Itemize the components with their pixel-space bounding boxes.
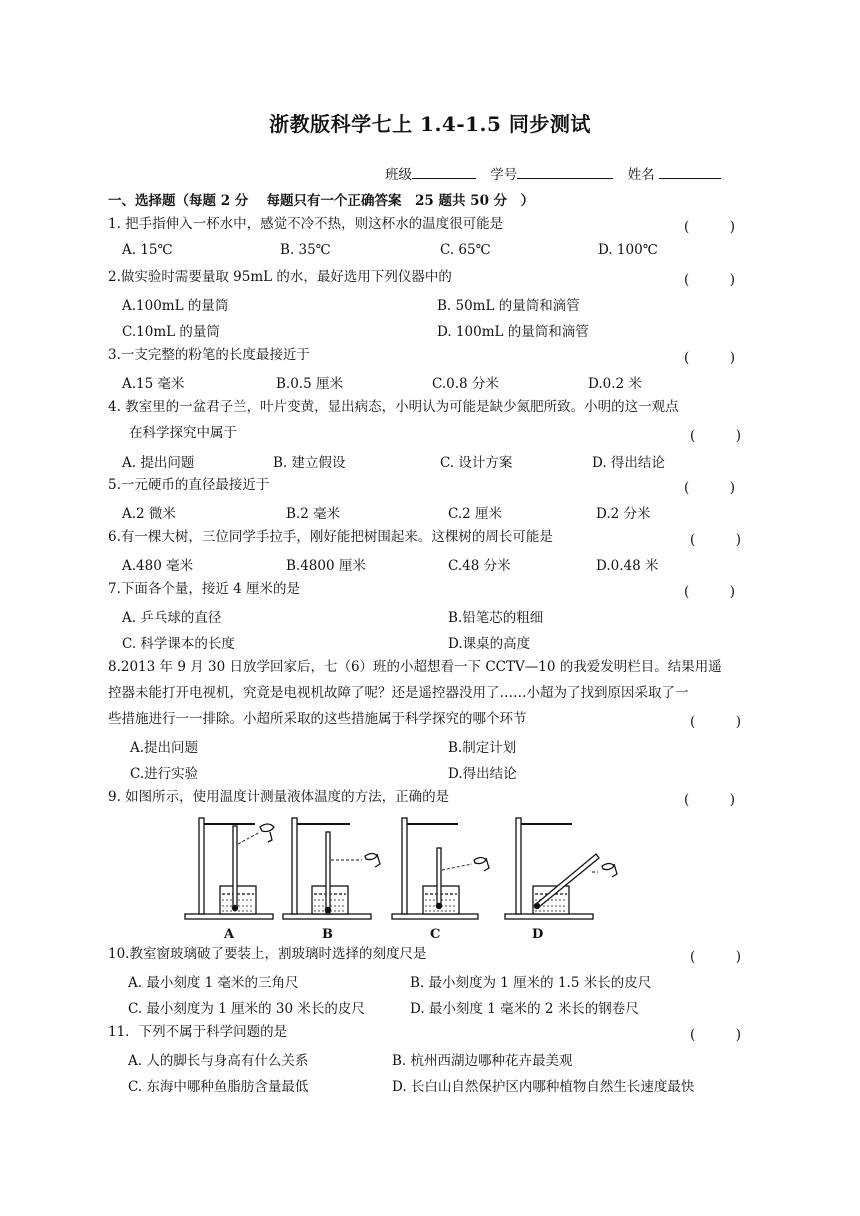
figure-label-b: B bbox=[322, 927, 333, 942]
q4-option-b: B. 建立假设 bbox=[273, 455, 346, 471]
q7-option-d: D.课桌的高度 bbox=[448, 636, 531, 652]
answer-paren-9[interactable]: ( ) bbox=[684, 792, 736, 808]
class-label: 班级 bbox=[385, 167, 412, 183]
q10-option-c: C. 最小刻度为 1 厘米的 30 米长的皮尺 bbox=[128, 1001, 365, 1017]
figure-c bbox=[392, 818, 489, 919]
q10-option-a: A. 最小刻度 1 毫米的三角尺 bbox=[128, 975, 299, 991]
figure-d bbox=[505, 818, 617, 919]
question-10-stem: 10.教室窗玻璃破了要装上，割玻璃时选择的刻度尺是 bbox=[108, 946, 427, 962]
answer-paren-10[interactable]: ( ) bbox=[690, 949, 742, 965]
question-8-stem-line-3: 些措施进行一一排除。小超所采取的这些措施属于科学探究的哪个环节 bbox=[108, 711, 527, 727]
q6-option-a: A.480 毫米 bbox=[122, 558, 194, 574]
figure-label-c: C bbox=[430, 927, 441, 942]
q1-option-d: D. 100℃ bbox=[598, 242, 658, 258]
q11-option-a: A. 人的脚长与身高有什么关系 bbox=[128, 1053, 309, 1069]
q11-option-b: B. 杭州西湖边哪种花卉最美观 bbox=[392, 1053, 573, 1069]
figure-b bbox=[283, 818, 380, 919]
q1-option-c: C. 65℃ bbox=[440, 242, 491, 258]
question-8-stem-line-1: 8.2013 年 9 月 30 日放学回家后，七（6）班的小超想看一下 CCTV—10 的我爱发明栏目。结果用遥 bbox=[108, 659, 722, 675]
id-blank[interactable] bbox=[517, 164, 613, 179]
q7-option-b: B.铅笔芯的粗细 bbox=[448, 610, 544, 626]
q2-option-c: C.10mL 的量筒 bbox=[122, 324, 220, 340]
question-3-stem: 3.一支完整的粉笔的长度最接近于 bbox=[108, 347, 310, 363]
answer-paren-4[interactable]: ( ) bbox=[690, 428, 742, 444]
student-info-line bbox=[385, 163, 721, 183]
answer-paren-1[interactable]: ( ) bbox=[684, 219, 736, 235]
answer-paren-8[interactable]: ( ) bbox=[690, 714, 742, 730]
q4-option-d: D. 得出结论 bbox=[592, 455, 665, 471]
answer-paren-6[interactable]: ( ) bbox=[690, 532, 742, 548]
question-2-stem: 2.做实验时需要量取 95mL 的水，最好选用下列仪器中的 bbox=[108, 269, 452, 285]
figure-a bbox=[185, 818, 274, 919]
question-8-stem-line-2: 控器未能打开电视机，究竟是电视机故障了呢？还是遥控器没用了……小超为了找到原因采取了一 bbox=[108, 685, 689, 701]
question-6-stem: 6.有一棵大树，三位同学手拉手，刚好能把树围起来。这棵树的周长可能是 bbox=[108, 529, 553, 545]
id-label: 学号 bbox=[490, 167, 518, 183]
q5-option-a: A.2 微米 bbox=[122, 506, 176, 522]
answer-paren-11[interactable]: ( ) bbox=[690, 1027, 742, 1043]
q4-option-a: A. 提出问题 bbox=[122, 455, 195, 471]
question-1-stem: 1. 把手指伸入一杯水中，感觉不冷不热，则这杯水的温度很可能是 bbox=[108, 216, 504, 232]
q6-option-d: D.0.48 米 bbox=[596, 558, 659, 574]
thermometer-figure bbox=[180, 812, 630, 942]
question-7-stem: 7.下面各个量，接近 4 厘米的是 bbox=[108, 581, 301, 597]
figure-label-d: D bbox=[532, 927, 544, 942]
q5-option-c: C.2 厘米 bbox=[448, 506, 503, 522]
q6-option-b: B.4800 厘米 bbox=[286, 558, 366, 574]
q3-option-a: A.15 毫米 bbox=[122, 376, 185, 392]
q11-option-d: D. 长白山自然保护区内哪种植物自然生长速度最快 bbox=[392, 1079, 695, 1095]
question-11-stem: 11．下列不属于科学问题的是 bbox=[108, 1024, 288, 1040]
q1-option-a: A. 15℃ bbox=[122, 242, 173, 258]
q3-option-b: B.0.5 厘米 bbox=[276, 376, 343, 392]
q5-option-d: D.2 分米 bbox=[596, 506, 651, 522]
answer-paren-7[interactable]: ( ) bbox=[684, 584, 736, 600]
answer-paren-2[interactable]: ( ) bbox=[684, 272, 736, 288]
figure-label-a: A bbox=[224, 927, 235, 942]
question-9-stem: 9. 如图所示，使用温度计测量液体温度的方法，正确的是 bbox=[108, 789, 450, 805]
question-4-stem-line-2: 在科学探究中属于 bbox=[129, 425, 237, 441]
q5-option-b: B.2 毫米 bbox=[286, 506, 341, 522]
q3-option-d: D.0.2 米 bbox=[588, 376, 642, 392]
page-title: 浙教版科学七上 1.4-1.5 同步测试 bbox=[269, 112, 591, 136]
q7-option-c: C. 科学课本的长度 bbox=[122, 636, 235, 652]
q7-option-a: A. 乒乓球的直径 bbox=[122, 610, 222, 626]
name-blank[interactable] bbox=[659, 164, 721, 179]
q8-option-a: A.提出问题 bbox=[130, 740, 199, 756]
q8-option-d: D.得出结论 bbox=[448, 766, 517, 782]
q6-option-c: C.48 分米 bbox=[448, 558, 511, 574]
section-heading: 一、选择题（每题 2 分 每题只有一个正确答案 25 题共 50 分 ） bbox=[108, 193, 535, 209]
q10-option-d: D. 最小刻度 1 毫米的 2 米长的钢卷尺 bbox=[410, 1001, 639, 1017]
q4-option-c: C. 设计方案 bbox=[440, 455, 513, 471]
q2-option-b: B. 50mL 的量筒和滴管 bbox=[437, 298, 580, 314]
q1-option-b: B. 35℃ bbox=[280, 242, 331, 258]
question-5-stem: 5.一元硬币的直径最接近于 bbox=[108, 477, 270, 493]
q8-option-b: B.制定计划 bbox=[448, 740, 517, 756]
class-blank[interactable] bbox=[412, 164, 476, 179]
q10-option-b: B. 最小刻度为 1 厘米的 1.5 米长的皮尺 bbox=[410, 975, 652, 991]
q8-option-c: C.进行实验 bbox=[130, 766, 199, 782]
q2-option-d: D. 100mL 的量筒和滴管 bbox=[437, 324, 589, 340]
question-4-stem-line-1: 4. 教室里的一盆君子兰，叶片变黄，显出病态，小明认为可能是缺少氮肥所致。小明的这一观点 bbox=[108, 399, 679, 415]
answer-paren-3[interactable]: ( ) bbox=[684, 350, 736, 366]
answer-paren-5[interactable]: ( ) bbox=[684, 480, 736, 496]
q3-option-c: C.0.8 分米 bbox=[432, 376, 499, 392]
q2-option-a: A.100mL 的量筒 bbox=[122, 298, 229, 314]
name-label: 姓名 bbox=[627, 167, 655, 183]
q11-option-c: C. 东海中哪种鱼脂肪含量最低 bbox=[128, 1079, 309, 1095]
